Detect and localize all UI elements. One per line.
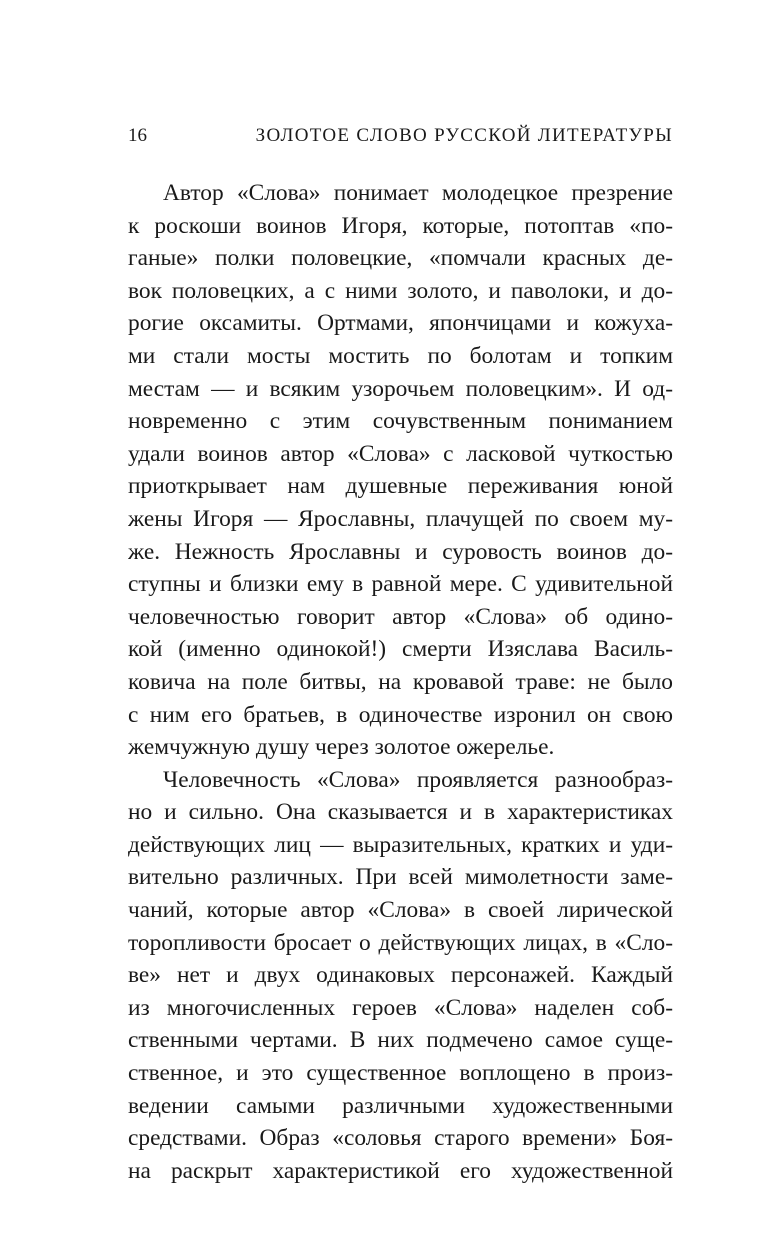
text-line: удали воинов автор «Слова» с ласковой чуткостью (128, 440, 673, 467)
text-line: но и сильно. Она сказывается и в характеристиках (128, 799, 673, 826)
body-text (128, 177, 673, 1187)
text-line: ганые» полки половецкие, «помчали красных де- (128, 245, 673, 272)
text-line: ковича на поле битвы, на кровавой траве: не было (128, 668, 673, 695)
text-line: кой (именно одинокой!) смерти Изяслава Василь- (128, 636, 673, 663)
text-line: торопливости бросает о действующих лицах, в «Сло- (128, 929, 673, 956)
text-line: из многочисленных героев «Слова» наделен соб- (128, 994, 673, 1021)
text-line: с ним его братьев, в одиночестве изронил он свою (128, 701, 673, 728)
text-line: ми стали мосты мостить по болотам и топким (128, 342, 673, 369)
running-head (128, 121, 673, 151)
text-line: действующих лиц — выразительных, кратких и уди- (128, 831, 673, 858)
text-line: чаний, которые автор «Слова» в своей лирической (128, 897, 673, 924)
paragraph-1 (128, 177, 673, 764)
text-line: ступны и близки ему в равной мере. С удивительной (128, 571, 673, 598)
text-line: жены Игоря — Ярославны, плачущей по своем му- (128, 505, 673, 532)
text-line: рогие оксамиты. Ортмами, япончицами и кожуха- (128, 310, 673, 337)
text-line: ведении самыми различными художественными (128, 1092, 673, 1119)
text-line: ственными чертами. В них подмечено самое суще- (128, 1027, 673, 1054)
text-line: к роскоши воинов Игоря, которые, потоптав «по- (128, 212, 673, 239)
page-number: 16 (128, 125, 147, 146)
text-line: вительно различных. При всей мимолетности заме- (128, 864, 673, 891)
text-line: вок половецких, а с ними золото, и паволоки, и до- (128, 277, 673, 304)
text-line: ственное, и это существенное воплощено в произ- (128, 1060, 673, 1087)
text-line: на раскрыт характеристикой его художественной (128, 1157, 673, 1184)
text-line: Автор «Слова» понимает молодецкое презрение (163, 180, 673, 206)
text-line: жемчужную душу через золотое ожерелье. (128, 734, 555, 761)
text-line: приоткрывает нам душевные переживания юной (128, 473, 673, 500)
text-line: ве» нет и двух одинаковых персонажей. Каждый (128, 962, 673, 989)
text-line: местам — и всяким узорочьем половецким». И од- (128, 375, 673, 402)
text-line: Человечность «Слова» проявляется разнообраз- (163, 766, 673, 793)
running-title: ЗОЛОТОЕ СЛОВО РУССКОЙ ЛИТЕРАТУРЫ (255, 125, 673, 146)
paragraph-2 (128, 764, 673, 1188)
text-line: новременно с этим сочувственным пониманием (128, 408, 673, 435)
text-line: же. Нежность Ярославны и суровость воинов до- (128, 538, 673, 565)
text-line: человечностью говорит автор «Слова» об одино- (128, 603, 673, 630)
text-line: средствами. Образ «соловья старого времени» Боя- (128, 1125, 673, 1152)
